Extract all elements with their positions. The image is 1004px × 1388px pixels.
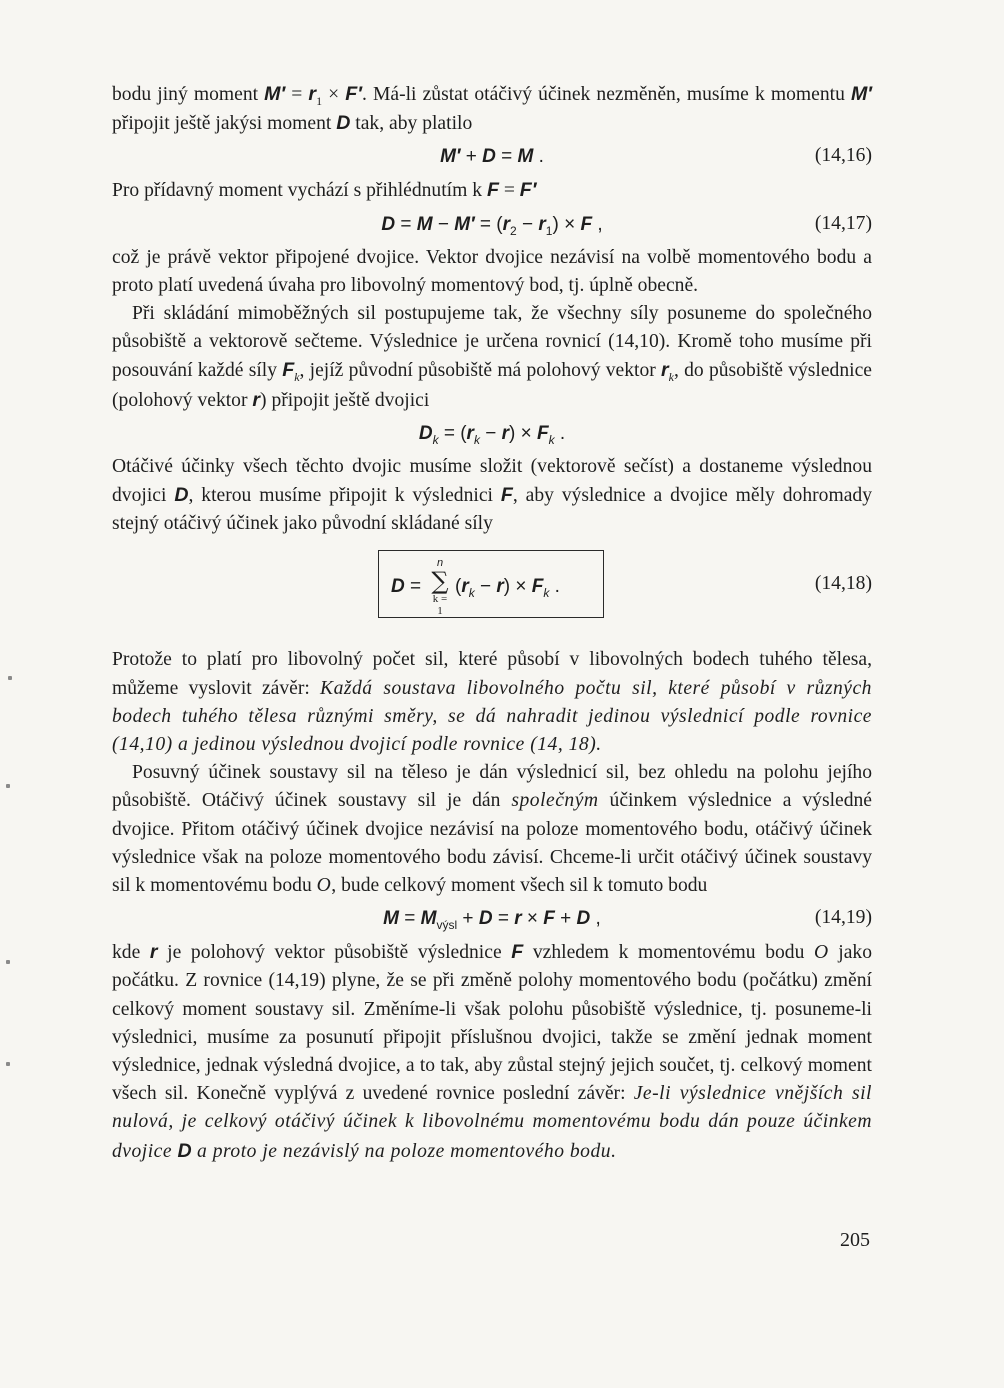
vector-symbol: F xyxy=(486,179,499,202)
paragraph xyxy=(112,646,872,759)
equation-number: (14,18) xyxy=(814,573,872,595)
vector-symbol: D xyxy=(336,112,351,135)
italic-run: společným xyxy=(511,790,599,812)
text-run: , jejíž původní působiště má polohový vektor xyxy=(299,360,662,382)
text-run: , bude celkový moment všech sil k tomuto bodu xyxy=(331,875,708,897)
vector-symbol: D xyxy=(174,484,189,507)
equation-14-16 xyxy=(112,140,872,174)
vector-symbol: F xyxy=(500,484,513,507)
text-run: = xyxy=(285,84,309,105)
scan-mark xyxy=(6,1062,10,1066)
equation-number: (14,16) xyxy=(814,145,872,167)
text-run: Posuvný účinek soustavy sil na těleso je dán výslednicí sil, bez ohledu na polohu jejího působiště. Otáčivý účinek soustavy sil je dán xyxy=(112,762,872,812)
paragraph xyxy=(112,759,872,900)
text-run: Pro přídavný moment vychází s přihlédnutím k xyxy=(112,180,487,202)
vector-symbol: F′ xyxy=(345,83,362,105)
text-run: , kterou musíme připojit k výslednici xyxy=(188,485,501,507)
equation-14-18 xyxy=(112,548,872,634)
subscript: 1 xyxy=(316,93,323,108)
vector-symbol: M′ xyxy=(264,83,286,105)
vector-symbol: r xyxy=(252,388,261,411)
paragraph xyxy=(112,244,872,300)
formula-lhs: D = xyxy=(391,576,422,598)
vector-symbol: F xyxy=(282,359,295,382)
sum-operator: n ∑ k = 1 xyxy=(431,557,449,618)
text-run: účinkem výslednice a výsledné dvojice. Přitom otáčivý účinek dvojice nezávisí na poloze momentového bodu, otáčivý účinek výslednice však na poloze momentového bodu závisí. Chceme-li určit otáčivý účinek soustavy sil k momentovému bodu xyxy=(112,790,872,897)
equation-formula: $D = M - M' = (r_2 - r_1) \times F$ , xyxy=(381,213,603,238)
text-run: Protože to platí pro libovolný počet sil, které působí v libovolných bodech tuhého tělesa, můžeme vyslovit závěr: xyxy=(112,649,872,699)
vector-symbol: F′ xyxy=(519,179,537,202)
equation-number: (14,17) xyxy=(814,212,872,234)
equation-formula: $M = M_{výsl} + D = r \times F + D$ , xyxy=(383,908,601,933)
vector-symbol: M′ xyxy=(850,83,872,105)
scan-mark xyxy=(6,960,10,964)
page-number: 205 xyxy=(840,1229,870,1251)
paragraph xyxy=(112,938,872,1166)
vector-symbol: r xyxy=(149,941,158,964)
italic-run: O xyxy=(316,875,332,897)
scan-mark xyxy=(6,784,10,788)
text-run: . Má-li zůstat otáčivý účinek nezměněn, musíme k momentu xyxy=(361,84,851,105)
equation-number: (14,19) xyxy=(814,907,872,929)
text-run: vzhledem k momentovému bodu xyxy=(523,942,814,964)
vector-symbol: F xyxy=(511,941,524,964)
text-run: jako počátku. Z rovnice (14,19) plyne, že se při změně polohy momentového bodu (počátku) změní celkový moment soustavy sil. Změníme-li však polohu působiště výslednice, tj. posuneme-li výslednici, musíme za posunutí připojit příslušnou dvojici, takže se změní jednak moment výslednice, jednak výsledná dvojice, a to tak, aby zůstal stejný jejich součet, tj. celkový moment všech sil. Konečně vyplývá z uvedené rovnice poslední závěr: xyxy=(112,942,873,1105)
paragraph xyxy=(112,176,872,205)
text-run: Při skládání mimoběžných sil postupujeme tak, že všechny síly posuneme do společného působiště a vektorově sečteme. Výslednice je určena rovnicí (14,10). Kromě toho musíme při posouvání každé síly xyxy=(112,303,872,382)
text-run: Otáčivé účinky všech těchto dvojic musíme složit (vektorově sečíst) a dostaneme výslednou dvojici xyxy=(112,455,872,507)
vector-symbol: D xyxy=(177,1139,192,1162)
italic-run: O xyxy=(814,942,829,964)
text-run: ) připojit ještě dvojici xyxy=(260,389,430,411)
text-run: kde xyxy=(112,942,150,964)
vector-symbol: r xyxy=(661,359,669,382)
paragraph xyxy=(112,300,872,415)
equation-formula: $D_k = (r_k - r) \times F_k$ . xyxy=(418,422,566,447)
italic-run: Každá soustava libovolného počtu sil, které působí v různých bodech tuhého tělesa různými směry, se dá nahradit jedinou výslednicí podle rovnice (14,10) a jedinou výslednou dvojicí podle rovnice (14, 18). xyxy=(112,677,872,756)
text-run: tak, aby platilo xyxy=(350,113,473,135)
paragraph xyxy=(112,80,872,138)
equation-14-19 xyxy=(112,902,872,936)
boxed-formula xyxy=(378,550,604,618)
text-run: = xyxy=(498,180,520,202)
vector-symbol: r xyxy=(308,83,317,105)
italic-run: Je-li výslednice vnějších sil nulová, je celkový otáčivý účinek k libovolnému momentovému bodu dán pouze účinkem dvojice xyxy=(112,1083,872,1162)
text-run: , do působiště výslednice (polohový vektor xyxy=(112,360,872,411)
formula-rhs: $(r_k - r) \times F_k$ . xyxy=(455,576,560,601)
text-run: bodu jiný moment xyxy=(112,84,265,105)
subscript: k xyxy=(294,370,300,385)
equation-formula: M′ + D = M . xyxy=(440,146,544,168)
text-run: , aby výslednice a dvojice měly dohromady stejný otáčivý účinek jako původní skládané síly xyxy=(112,485,872,535)
italic-run: a proto je nezávislý na poloze momentového bodu. xyxy=(191,1140,617,1162)
text-run: je polohový vektor působiště výslednice xyxy=(157,942,512,964)
equation-14-17 xyxy=(112,208,872,242)
text-run: × xyxy=(322,84,346,105)
text-run: což je právě vektor připojené dvojice. Vektor dvojice nezávisí na volbě momentového bodu a proto platí uvedená úvaha pro libovolný momentový bod, tj. úplně obecně. xyxy=(112,246,872,296)
scan-mark xyxy=(8,676,12,680)
equation-dk xyxy=(112,417,872,451)
text-run: připojit ještě jakýsi moment xyxy=(112,113,337,135)
subscript: k xyxy=(668,370,674,385)
page-body xyxy=(112,80,872,1166)
paragraph xyxy=(112,453,872,539)
